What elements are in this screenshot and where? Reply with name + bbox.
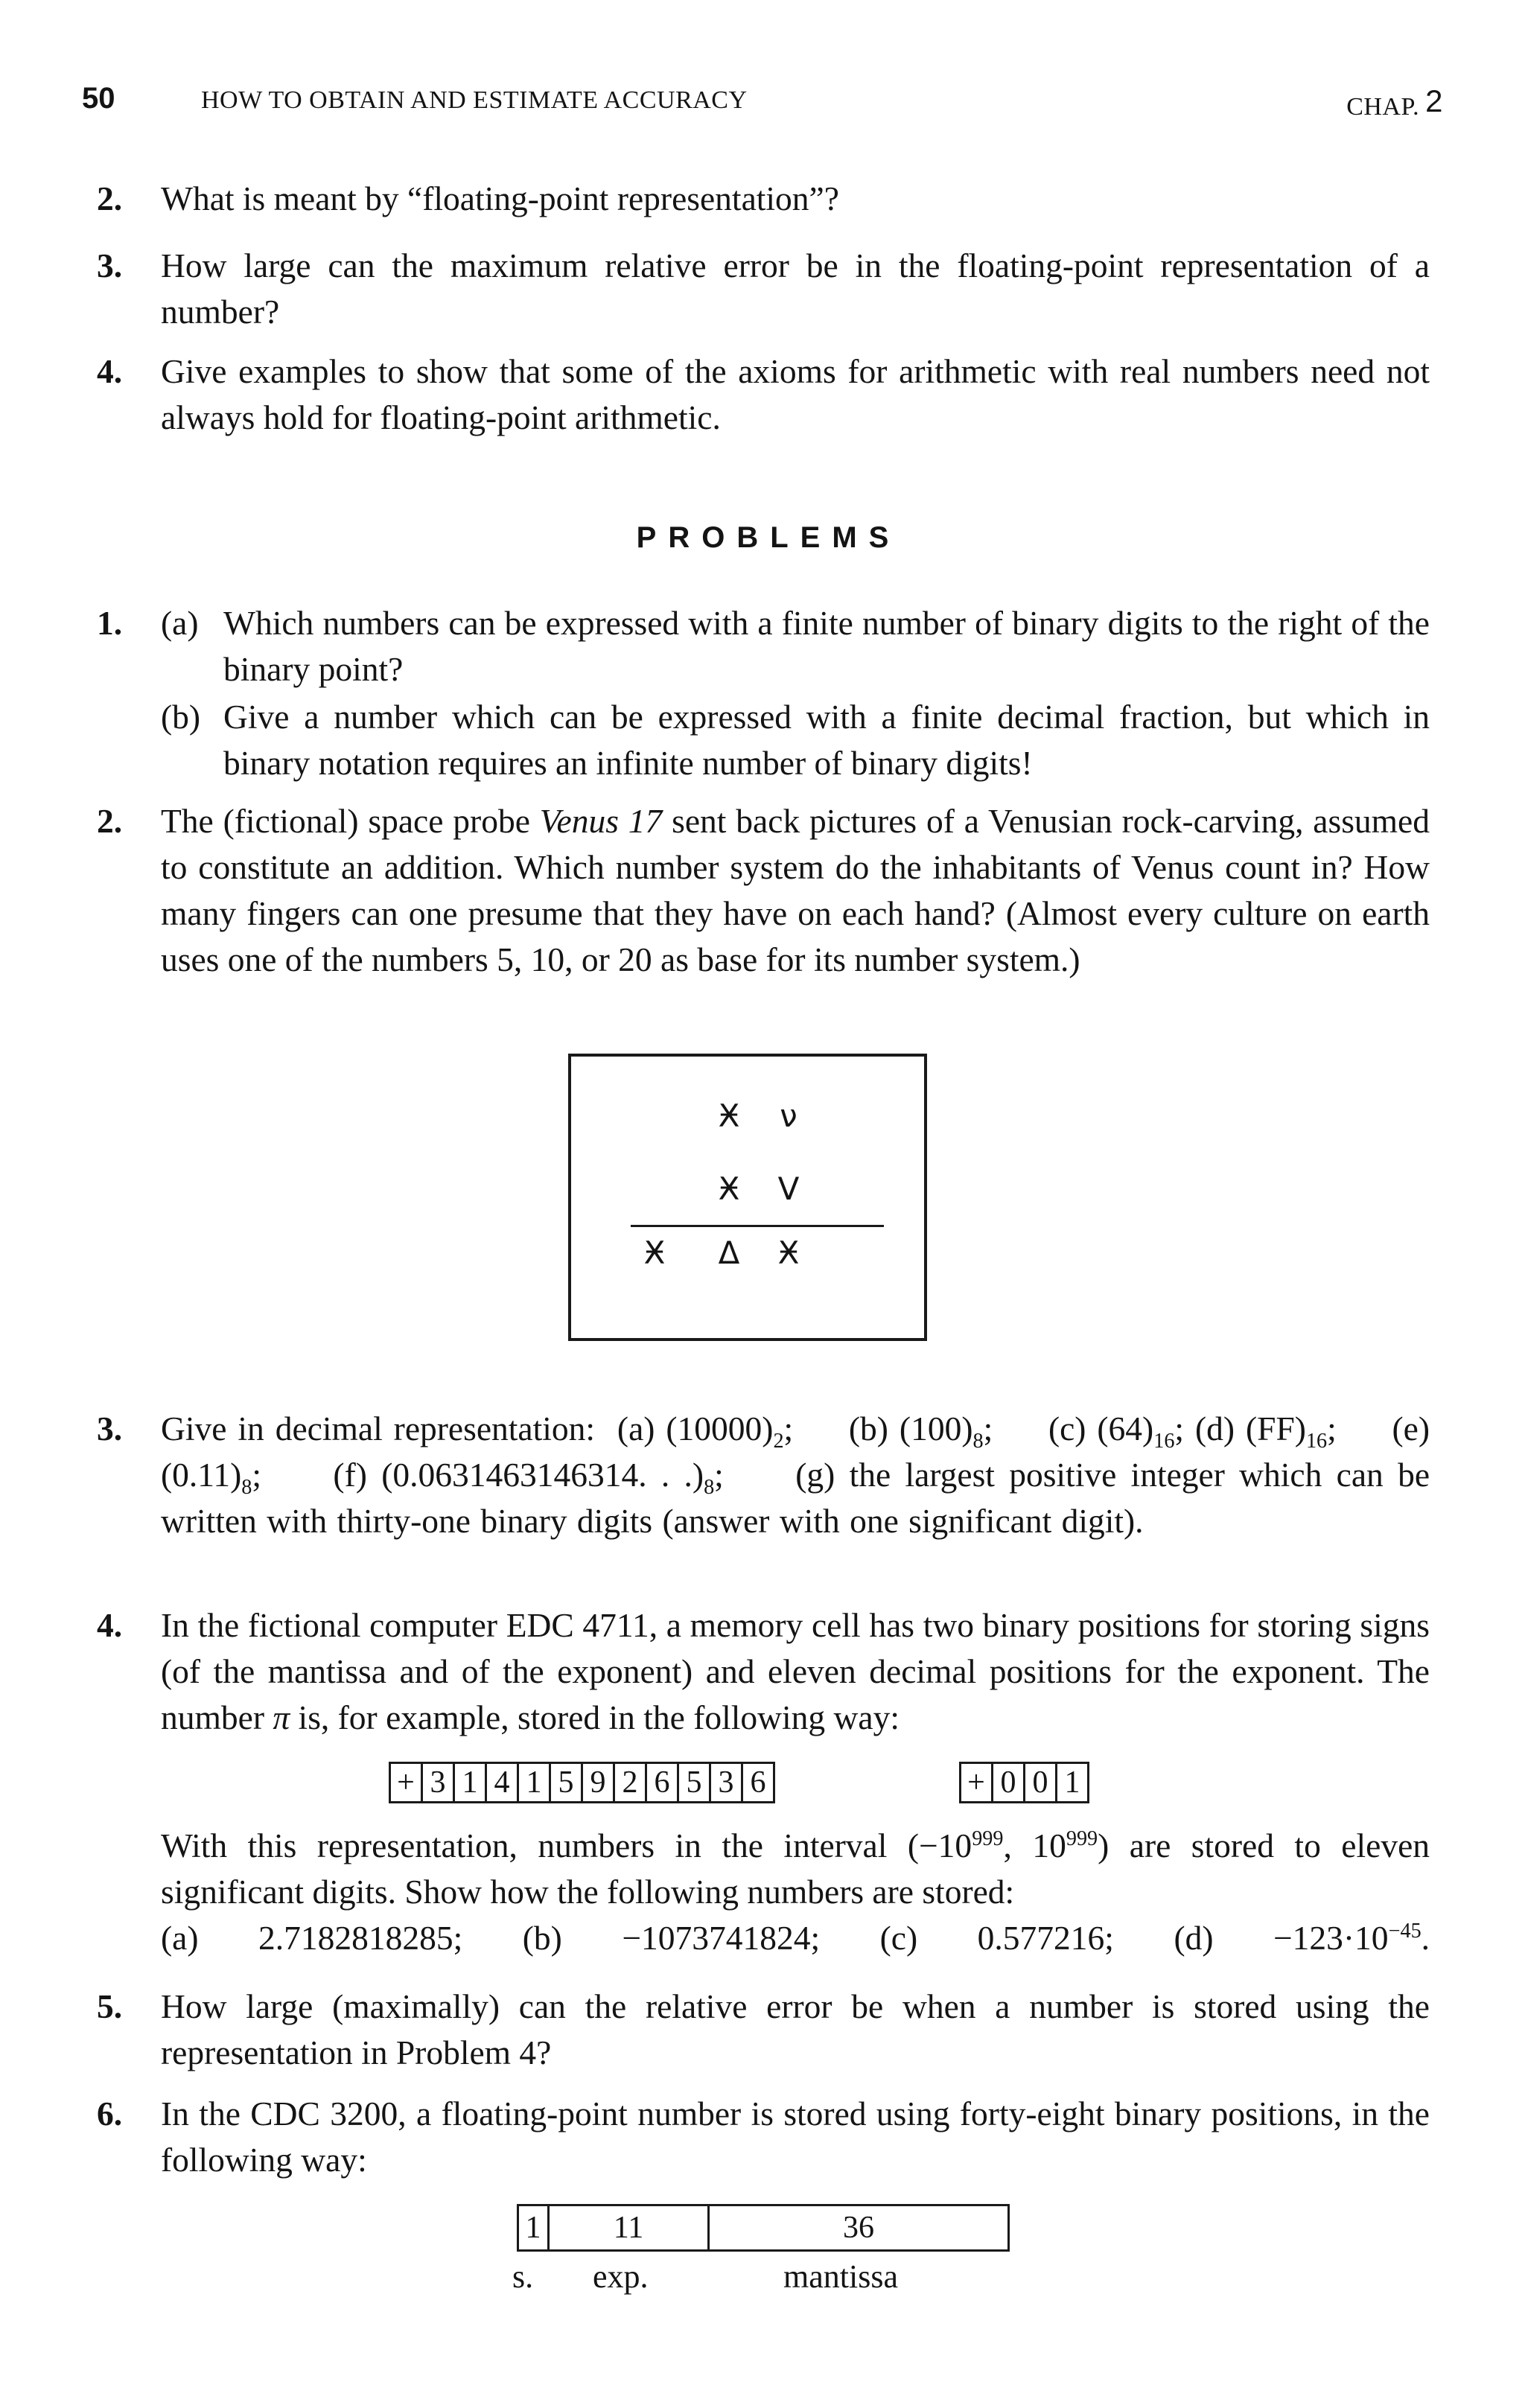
question-2 — [82, 176, 1430, 222]
problem-number: 6. — [97, 2095, 123, 2133]
cdc-word-layout — [517, 2204, 1010, 2252]
probe-name: Venus 17 — [539, 802, 663, 840]
problem-number: 2. — [97, 802, 123, 840]
carving-glyph: V — [777, 1170, 800, 1207]
question-text: What is meant by “floating-point representation”? — [161, 179, 839, 217]
problem-4-continued — [82, 1823, 1430, 1961]
part-label: (a) — [161, 604, 199, 642]
exponent-field: 11 — [547, 2204, 710, 2252]
question-text: Give examples to show that some of the axioms for arithmetic with real numbers need not always hold for floating-point arithmetic. — [161, 352, 1430, 436]
problem-number: 1. — [97, 604, 123, 642]
exponent-field-label: exp. — [593, 2258, 649, 2295]
carving-glyph: Δ — [718, 1235, 740, 1271]
problem-text: How large (maximally) can the relative error be when a number is stored using the representation in Problem 4? — [161, 1987, 1430, 2071]
mantissa-digit-cell: 1 — [517, 1762, 551, 1803]
mantissa-digit-cell: 2 — [613, 1762, 647, 1803]
carving-glyph: Ӿ — [718, 1170, 740, 1207]
problem-text: In the fictional computer EDC 4711, a memory cell has two binary positions for storing signs (of the mantissa and of the exponent) and eleven decimal positions for the exponent. The number π is, for example, stored in the following way: — [161, 1606, 1430, 1736]
chapter-number: 2 — [1425, 83, 1443, 118]
mantissa-digit-cell: 3 — [421, 1762, 455, 1803]
problem-4-parts: (a) 2.7182818285; (b) −1073741824; (c) 0.577216; $(d) -123\cdot 10^{-45}$. — [161, 1919, 1430, 1957]
carving-glyph: Ӿ — [718, 1098, 740, 1134]
carving-glyph: ν — [780, 1098, 797, 1134]
mantissa-digit-cell: 4 — [485, 1762, 519, 1803]
part-label: (b) — [161, 698, 201, 736]
question-4 — [82, 348, 1430, 441]
carving-sum-line — [631, 1225, 884, 1227]
problem-1b — [161, 694, 1430, 786]
problem-5 — [82, 1984, 1430, 2076]
mantissa-digit-cell: 5 — [677, 1762, 711, 1803]
pi-symbol: π — [273, 1698, 290, 1736]
problem-number: 3. — [97, 1410, 123, 1447]
mantissa-digit-cell: 9 — [581, 1762, 615, 1803]
problem-text: The (fictional) space probe Venus 17 sent back pictures of a Venusian rock-carving, assumed to constitute an addition. Which number system do the inhabitants of Venus count in? How many fingers can one presume that they have on each hand? (Almost every culture on earth uses one of the numbers 5, 10, or 20 as base for its number system.) — [161, 802, 1430, 978]
part-text: Give a number which can be expressed with a finite decimal fraction, but which in binary notation requires an infinite number of binary digits! — [223, 698, 1430, 782]
mantissa-digit-cell: + — [389, 1762, 423, 1803]
chapter-label: CHAP. — [1346, 93, 1420, 121]
exponent-digit-cell: 0 — [1023, 1762, 1057, 1803]
sign-field-label: s. — [512, 2258, 534, 2295]
problems-heading: PROBLEMS — [636, 521, 901, 554]
exponent-digit-cell: + — [959, 1762, 993, 1803]
mantissa-digit-cell: 6 — [645, 1762, 679, 1803]
mantissa-digit-cell: 1 — [453, 1762, 487, 1803]
problem-6 — [82, 2091, 1430, 2183]
question-text: How large can the maximum relative error be in the floating-point representation of a number? — [161, 246, 1430, 331]
memory-cell-mantissa — [389, 1762, 775, 1803]
mantissa-field: 36 — [707, 2204, 1010, 2252]
problem-text: Give in decimal representation: (a) $(10000)_2$; (b) $(100)_8$; (c) $(64)_{16}$; (d) $(FF)_{16}$; (e) $(0.11)_8$; (f) (0.0631463146314. . $.)_8$; (g) the largest positive integer which can be written with thirty-one binary digits (answer with one significant digit). — [161, 1410, 1430, 1540]
exponent-digit-cell: 0 — [991, 1762, 1025, 1803]
mantissa-field-label: mantissa — [783, 2258, 898, 2295]
chapter-indicator — [1346, 83, 1443, 122]
problem-text: In the CDC 3200, a floating-point number is stored using forty-eight binary positions, in the following way: — [161, 2095, 1430, 2179]
problem-text: With this representation, numbers in the interval ($-10^{999}$, $10^{999}$) are stored to eleven significant digits. Show how the following numbers are stored: — [161, 1826, 1430, 1911]
question-number: 3. — [97, 246, 123, 284]
running-head — [82, 82, 1443, 127]
problem-4 — [82, 1602, 1430, 1741]
problem-number: 4. — [97, 1606, 123, 1644]
problem-1a — [161, 600, 1430, 692]
mantissa-digit-cell: 5 — [549, 1762, 583, 1803]
problem-3 — [82, 1406, 1430, 1544]
exponent-digit-cell: 1 — [1055, 1762, 1089, 1803]
question-number: 2. — [97, 179, 123, 217]
sign-field: 1 — [517, 2204, 550, 2252]
memory-cell-exponent — [959, 1762, 1089, 1803]
page-number: 50 — [82, 82, 115, 115]
problem-number: 5. — [97, 1987, 123, 2025]
mantissa-digit-cell: 3 — [709, 1762, 743, 1803]
mantissa-digit-cell: 6 — [741, 1762, 775, 1803]
problem-2 — [82, 798, 1430, 983]
carving-glyph: Ӿ — [643, 1235, 666, 1271]
running-title: HOW TO OBTAIN AND ESTIMATE ACCURACY — [201, 86, 748, 114]
part-text: Which numbers can be expressed with a finite number of binary digits to the right of the binary point? — [223, 604, 1430, 688]
question-number: 4. — [97, 352, 123, 390]
question-3 — [82, 243, 1430, 335]
problem-1 — [82, 600, 1430, 786]
carving-glyph: Ӿ — [777, 1235, 800, 1271]
rock-carving-figure — [568, 1054, 927, 1341]
